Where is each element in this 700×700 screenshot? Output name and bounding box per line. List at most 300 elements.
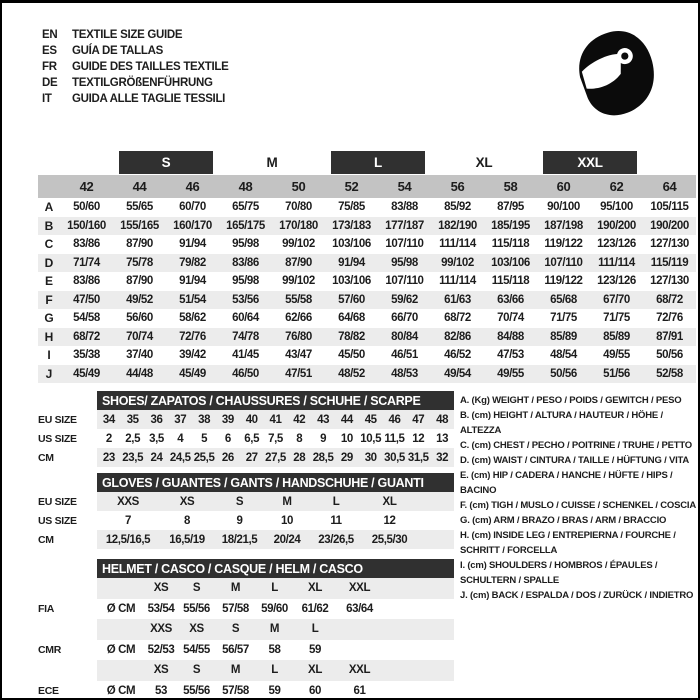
helmet-size-label: L [271,664,278,677]
shoes-cell: 37 [174,413,187,426]
measurement-value: 127/130 [650,238,689,251]
measurement-value: 47/50 [73,293,100,306]
measurement-value: 177/187 [385,219,424,232]
measurement-value: 48/52 [338,367,365,380]
language-row [42,27,229,43]
measurement-value: 85/92 [444,201,471,214]
measurement-value: 82/86 [444,330,471,343]
gloves-cell: 9 [236,514,243,527]
helmet-size-value: 57/58 [222,602,249,615]
size-group-header-row [38,149,696,175]
language-title: GUÍA DE TALLAS [72,45,163,57]
measurement-value: 66/70 [391,312,418,325]
measurement-value: 47/53 [497,349,524,362]
measurement-value: 46/52 [444,349,471,362]
shoes-cell: 47 [412,413,425,426]
shoes-row-label: US SIZE [38,432,77,445]
measurement-value: 99/102 [282,238,315,251]
shoes-row [97,429,454,448]
size-number: 44 [132,179,147,194]
shoes-cell: 26 [221,451,234,464]
measurement-value: 62/66 [285,312,312,325]
measurement-value: 79/82 [179,256,206,269]
measurement-value: 99/102 [282,275,315,288]
size-number: 60 [556,179,571,194]
measurement-value: 103/106 [332,275,371,288]
measurement-value: 170/180 [279,219,318,232]
language-row [42,91,229,107]
measurement-value: 76/80 [285,330,312,343]
measurement-value: 72/76 [179,330,206,343]
measurement-value: 71/75 [603,312,630,325]
helmet-size-label: XL [308,664,322,677]
shoes-cell: 43 [317,413,330,426]
helmet-size-value: 59 [268,684,281,697]
shoes-row [97,448,454,467]
helmet-size-value: 55/56 [183,602,210,615]
shoes-cell: 34 [102,413,115,426]
helmet-size-label: S [192,582,201,595]
measurement-value: 39/42 [179,349,206,362]
shoes-cell: 9 [320,432,327,445]
shoes-cell: 11,5 [384,432,405,445]
measurement-value: 173/183 [332,219,371,232]
helmet-size-value: 55/56 [183,684,210,697]
gloves-table [97,473,454,549]
measurement-value: 95/100 [600,201,633,214]
language-code: FR [42,61,57,73]
helmet-standard-label: ECE [38,684,59,697]
measurement-value: 85/89 [550,330,577,343]
measurement-value: 80/84 [391,330,418,343]
measurement-value: 41/45 [232,349,259,362]
legend-entry: D. (cm) WAIST / CINTURA / TAILLE / HÜFTUNG / VITA [460,455,690,466]
measurement-value: 115/118 [491,275,530,288]
shoes-cell: 24,5 [169,451,191,464]
size-number: 58 [503,179,518,194]
measurement-value: 115/119 [650,256,689,269]
measurement-value: 55/58 [285,293,312,306]
shoes-row-label: CM [38,451,54,464]
measurement-row-b [38,217,696,236]
measurement-value: 50/56 [550,367,577,380]
measurement-value: 103/106 [491,256,530,269]
helmet-size-value: 53 [155,684,167,697]
measurement-value: 70/74 [126,330,153,343]
helmet-size-label: S [192,664,201,677]
measurement-value: 46/50 [232,367,259,380]
measurement-value: 123/126 [597,275,636,288]
helmet-size-value: 59/60 [261,602,288,615]
measurement-value: 111/114 [439,275,476,288]
helmet-section [38,559,454,700]
gloves-cell: XS [179,495,195,508]
row-letter: A [44,200,54,215]
shoes-cell: 25,5 [193,451,215,464]
measurement-value: 119/122 [544,275,583,288]
measurement-value: 49/55 [603,349,630,362]
helmet-size-value: 52/53 [147,643,175,656]
measurement-value: 49/55 [497,367,524,380]
size-number: 54 [397,179,412,194]
language-row [42,59,229,75]
measurement-value: 123/126 [597,238,636,251]
measurement-value: 190/200 [650,219,689,232]
textile-size-table [38,149,696,383]
measurement-value: 155/165 [120,219,159,232]
helmet-standard-label: CMR [38,643,62,656]
shoes-cell: 5 [201,432,208,445]
measurement-value: 87/95 [497,201,524,214]
shoes-row [97,410,454,429]
measurement-value: 48/54 [550,349,577,362]
shoes-table [97,391,454,467]
measurement-value: 55/65 [126,201,153,214]
measurement-value: 49/54 [444,367,471,380]
shoes-cell: 30 [364,451,377,464]
shoes-section [38,391,454,467]
measurement-value: 87/90 [126,275,153,288]
language-title-list [42,27,229,107]
measurement-value: 67/70 [603,293,630,306]
helmet-size-label: M [269,623,280,636]
measurement-value: 50/60 [73,201,100,214]
measurement-value: 87/90 [126,238,153,251]
helmet-size-value: 58 [268,643,281,656]
helmet-size-value: 59 [309,643,321,656]
gloves-cell: S [235,495,244,508]
shoes-cell: 27 [245,451,258,464]
helmet-size-label: XS [153,582,169,595]
measurement-value: 60/70 [179,201,206,214]
measurement-value: 64/68 [338,312,365,325]
shoes-cell: 6 [224,432,231,445]
gloves-cell: 25,5/30 [371,533,408,546]
measurement-value: 83/88 [391,201,418,214]
shoes-cell: 36 [150,413,163,426]
gloves-cell: XXS [117,495,139,508]
measurement-value: 111/114 [598,256,635,269]
shoes-row-labels [38,391,97,467]
row-letter: I [47,348,51,363]
measurement-value: 187/198 [544,219,583,232]
measurement-value: 190/200 [597,219,636,232]
row-letter: C [44,237,54,252]
gloves-title-bar: GLOVES / GUANTES / GANTS / HANDSCHUHE / GUANTI [97,473,454,492]
measurement-value: 53/56 [232,293,259,306]
shoes-cell: 48 [436,413,449,426]
helmet-standard-spacer [38,619,97,640]
gloves-cell: 16,5/19 [169,533,205,546]
helmet-standard-label: FIA [38,602,55,615]
shoes-cell: 13 [436,432,449,445]
measurement-value: 51/56 [603,367,630,380]
size-number-row [38,175,696,198]
size-number: 42 [79,179,94,194]
measurement-value: 95/98 [232,275,259,288]
measurement-value: 111/114 [439,238,476,251]
size-number: 62 [609,179,624,194]
measurement-value: 87/91 [656,330,683,343]
measurement-value: 43/47 [285,349,312,362]
language-title: TEXTILE SIZE GUIDE [72,29,183,41]
measurement-value: 84/88 [497,330,524,343]
shoes-cell: 12 [412,432,425,445]
helmet-size-label: XXL [348,664,371,677]
legend-entry: H. (cm) INSIDE LEG / ENTREPIERNA / FOURCHE / SCHRITT / FORCELLA [460,530,676,556]
gloves-cell: XL [382,495,397,508]
helmet-size-label: S [231,623,240,636]
shoes-cell: 7,5 [268,432,283,445]
shoes-cell: 23,5 [122,451,144,464]
measurement-value: 95/98 [391,256,418,269]
size-number: 56 [450,179,465,194]
measurement-value: 127/130 [650,275,689,288]
gloves-row-label: US SIZE [38,514,77,527]
measurement-value: 87/90 [285,256,312,269]
measurement-value: 65/75 [232,201,259,214]
language-code: DE [42,77,58,89]
shoes-cell: 45 [364,413,377,426]
measurement-value: 68/72 [444,312,471,325]
shoes-cell: 28 [293,451,306,464]
measurement-value: 95/98 [232,238,259,251]
language-title: GUIDA ALLE TAGLIE TESSILI [72,93,226,105]
measurement-value: 71/74 [73,256,100,269]
gloves-cell: 7 [125,514,131,527]
measurement-value: 103/106 [332,238,371,251]
helmet-size-label: M [230,582,241,595]
helmet-size-label: XS [153,664,169,677]
measurement-value: 83/86 [232,256,259,269]
shoes-cell: 44 [340,413,353,426]
language-title: GUIDE DES TAILLES TEXTILE [72,61,229,73]
helmet-standard-spacer [38,578,97,599]
gloves-cell: 10 [281,514,293,527]
gloves-cell: 8 [184,514,190,527]
legend-entry: C. (cm) CHEST / PECHO / POITRINE / TRUHE / PETTO [460,440,692,451]
language-code: ES [42,45,57,57]
gloves-row-label: EU SIZE [38,495,77,508]
measurement-row-e [38,272,696,291]
measurement-value: 44/48 [126,367,153,380]
shoes-cell: 28,5 [312,451,334,464]
shoes-cell: 24 [150,451,163,464]
measurement-value: 46/51 [391,349,418,362]
helmet-unit-label: Ø CM [106,602,136,615]
measurement-value: 75/85 [338,201,365,214]
size-group-xxl: XXL [543,151,637,174]
helmet-standard-spacer [38,660,97,681]
measurement-value: 58/62 [179,312,206,325]
measurement-value: 150/160 [67,219,106,232]
measurement-value: 60/64 [232,312,259,325]
measurement-row-d [38,254,696,273]
legend-entry: F. (cm) TIGH / MUSLO / CUISSE / SCHENKEL / COSCIA [460,500,696,511]
language-code: IT [42,93,52,105]
measurement-row-h [38,328,696,347]
shoes-cell: 39 [221,413,234,426]
measurement-value: 105/115 [650,201,689,214]
measurement-value: 47/51 [285,367,312,380]
helmet-size-value: 60 [309,684,321,697]
shoes-cell: 23 [102,451,115,464]
gloves-cell: 23/26,5 [318,533,354,546]
row-letter: D [44,255,54,270]
helmet-size-value: 61 [353,684,366,697]
gloves-cell: M [282,495,292,508]
measurement-value: 165/175 [226,219,265,232]
racing-helmet-icon [570,21,666,125]
shoes-cell: 8 [296,432,303,445]
size-group-l: L [331,151,425,174]
gloves-cell: 18/21,5 [221,533,258,546]
measurement-value: 51/54 [179,293,206,306]
shoes-cell: 10 [340,432,353,445]
shoes-cell: 31,5 [407,451,429,464]
gloves-row [97,511,454,530]
measurement-value: 91/94 [179,275,206,288]
language-row [42,75,229,91]
helmet-size-value: 61/62 [301,602,329,615]
shoes-cell: 6,5 [244,432,260,445]
size-number: 48 [238,179,253,194]
shoes-cell: 38 [198,413,211,426]
size-number: 50 [291,179,306,194]
measurement-value: 107/110 [385,238,424,251]
helmet-row-labels [38,559,97,700]
helmet-size-label: L [311,623,319,636]
helmet-size-label: XXS [150,623,172,636]
helmet-unit-label: Ø CM [106,684,136,697]
helmet-size-label: L [271,582,278,595]
row-letter: J [45,366,53,381]
helmet-size-value: 56/57 [222,643,249,656]
helmet-size-row-fia [97,578,454,599]
legend-entry: I. (cm) SHOULDERS / HOMBROS / ÉPAULES / SCHULTERN / SPALLE [460,560,658,586]
measurement-value: 115/118 [491,238,530,251]
language-row [42,43,229,59]
legend-entry: J. (cm) BACK / ESPALDA / DOS / ZURÜCK / INDIETRO [460,590,694,601]
shoes-cell: 42 [293,413,306,426]
helmet-value-row-cmr [97,640,454,661]
legend-entry: B. (cm) HEIGHT / ALTURA / HAUTEUR / HÖHE / ALTEZZA [460,410,663,436]
shoes-cell: 46 [388,413,401,426]
measurement-value: 75/78 [126,256,153,269]
measurement-value: 45/49 [73,367,100,380]
measurement-value: 185/195 [491,219,530,232]
measurement-value: 50/56 [656,349,683,362]
gloves-cell: 11 [330,514,342,527]
measurement-value: 160/170 [173,219,212,232]
shoes-cell: 10,5 [360,432,382,445]
gloves-cell: 12,5/16,5 [105,533,151,546]
size-number: 64 [662,179,677,194]
measurement-value: 56/60 [126,312,153,325]
helmet-size-value: 54/55 [183,643,210,656]
helmet-value-row-ece [97,681,454,700]
row-letter: B [44,218,54,233]
measurement-value: 45/50 [338,349,365,362]
measurement-value: 99/102 [441,256,474,269]
gloves-row [97,530,454,549]
measurement-value: 107/110 [385,275,424,288]
measurement-value: 65/68 [550,293,577,306]
measurement-value: 83/86 [73,275,100,288]
measurement-value: 35/38 [73,349,100,362]
shoes-row-label: EU SIZE [38,413,77,426]
shoes-cell: 2,5 [125,432,141,445]
row-letter: E [44,274,53,289]
measurement-row-g [38,309,696,328]
measurement-value: 48/53 [391,367,418,380]
helmet-size-label: XS [189,623,204,636]
helmet-size-row-cmr [97,619,454,640]
measurement-row-f [38,291,696,310]
measurement-value: 72/76 [656,312,683,325]
measurement-row-i [38,346,696,365]
row-letter: H [44,329,54,344]
measurement-value: 78/82 [338,330,365,343]
measurement-value: 57/60 [338,293,365,306]
gloves-cell: 12 [383,514,396,527]
measurement-value: 68/72 [73,330,100,343]
helmet-size-value: 63/64 [346,602,373,615]
shoes-cell: 3,5 [149,432,164,445]
helmet-size-label: XL [308,582,322,595]
row-letter: G [44,311,54,326]
helmet-title-bar: HELMET / CASCO / CASQUE / HELM / CASCO [97,559,454,578]
measurement-value: 61/63 [444,293,471,306]
measurement-value: 85/89 [603,330,630,343]
measurement-row-a [38,198,696,217]
helmet-size-label: M [230,664,241,677]
size-group-m: M [266,154,278,170]
size-number: 46 [185,179,200,194]
measurement-value: 107/110 [544,256,583,269]
shoes-cell: 2 [105,432,112,445]
measurement-value: 71/75 [550,312,577,325]
shoes-title-bar: SHOES/ ZAPATOS / CHAUSSURES / SCHUHE / SCARPE [97,391,454,410]
size-group-xl: XL [475,154,493,170]
gloves-cell: 20/24 [273,533,301,546]
size-group-s: S [119,151,213,174]
shoes-cell: 27,5 [265,451,286,464]
measurement-value: 70/80 [285,201,312,214]
measurement-value: 91/94 [338,256,365,269]
measurement-value: 52/58 [656,367,683,380]
gloves-row-label: CM [38,533,54,546]
shoes-cell: 32 [436,451,449,464]
measurement-rows [38,198,696,383]
measurement-value: 37/40 [126,349,153,362]
helmet-size-value: 53/54 [147,602,175,615]
gloves-cell: L [332,495,340,508]
measurement-value: 68/72 [656,293,683,306]
shoes-cell: 30,5 [384,451,405,464]
shoes-cell: 35 [126,413,139,426]
measurement-value: 49/52 [126,293,153,306]
measurement-value: 45/49 [179,367,206,380]
legend-entry: E. (cm) HIP / CADERA / HANCHE / HÜFTE / HIPS / BACINO [460,470,673,496]
language-code: EN [42,29,58,41]
size-number: 52 [344,179,359,194]
shoes-cell: 40 [245,413,258,426]
measurement-row-j [38,365,696,384]
gloves-row-labels [38,473,97,549]
measurement-value: 54/58 [73,312,100,325]
measurement-value: 182/190 [438,219,477,232]
